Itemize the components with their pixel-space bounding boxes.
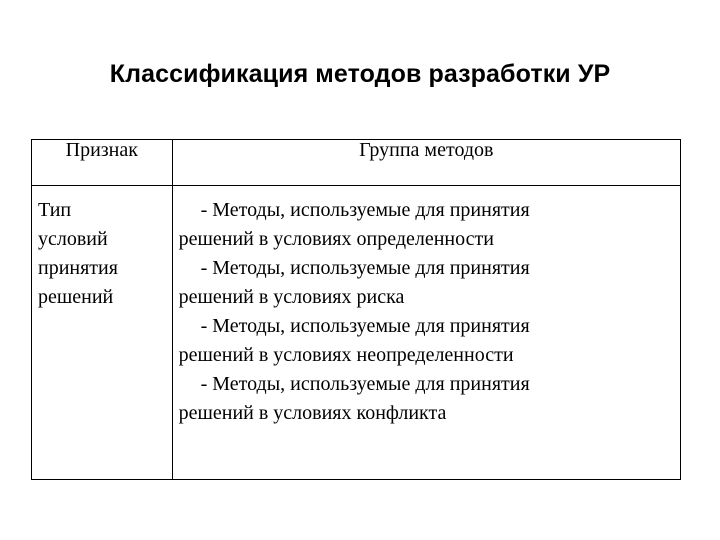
methods-table xyxy=(31,139,681,480)
list-item xyxy=(179,370,680,428)
list-item xyxy=(179,254,680,312)
header-cell-methods xyxy=(172,140,680,186)
method-line-first: - Методы, используемые для принятия xyxy=(200,315,530,337)
feature-line: условий xyxy=(38,228,108,250)
header-feature-label: Признак xyxy=(65,139,138,161)
method-line-first: - Методы, используемые для принятия xyxy=(200,373,530,395)
method-line-rest: решений в условиях неопределенности xyxy=(178,344,514,366)
method-line-first: - Методы, используемые для принятия xyxy=(200,257,530,279)
method-line-rest: решений в условиях определенности xyxy=(178,228,494,250)
method-line-first: - Методы, используемые для принятия xyxy=(200,199,530,221)
methods-list xyxy=(173,186,680,428)
feature-cell xyxy=(32,186,173,480)
feature-line: принятия xyxy=(38,257,118,279)
method-line-rest: решений в условиях конфликта xyxy=(178,402,447,424)
slide-title: Классификация методов разработки УР xyxy=(109,60,611,88)
feature-line: решений xyxy=(38,286,114,308)
table-header-row xyxy=(32,140,681,186)
list-item xyxy=(179,312,680,370)
feature-text xyxy=(32,186,172,312)
methods-cell xyxy=(172,186,680,480)
header-methods-label: Группа методов xyxy=(359,139,494,161)
list-item xyxy=(179,196,680,254)
header-cell-feature xyxy=(32,140,173,186)
table-row xyxy=(32,186,681,480)
feature-line: Тип xyxy=(38,199,72,221)
method-line-rest: решений в условиях риска xyxy=(178,286,405,308)
